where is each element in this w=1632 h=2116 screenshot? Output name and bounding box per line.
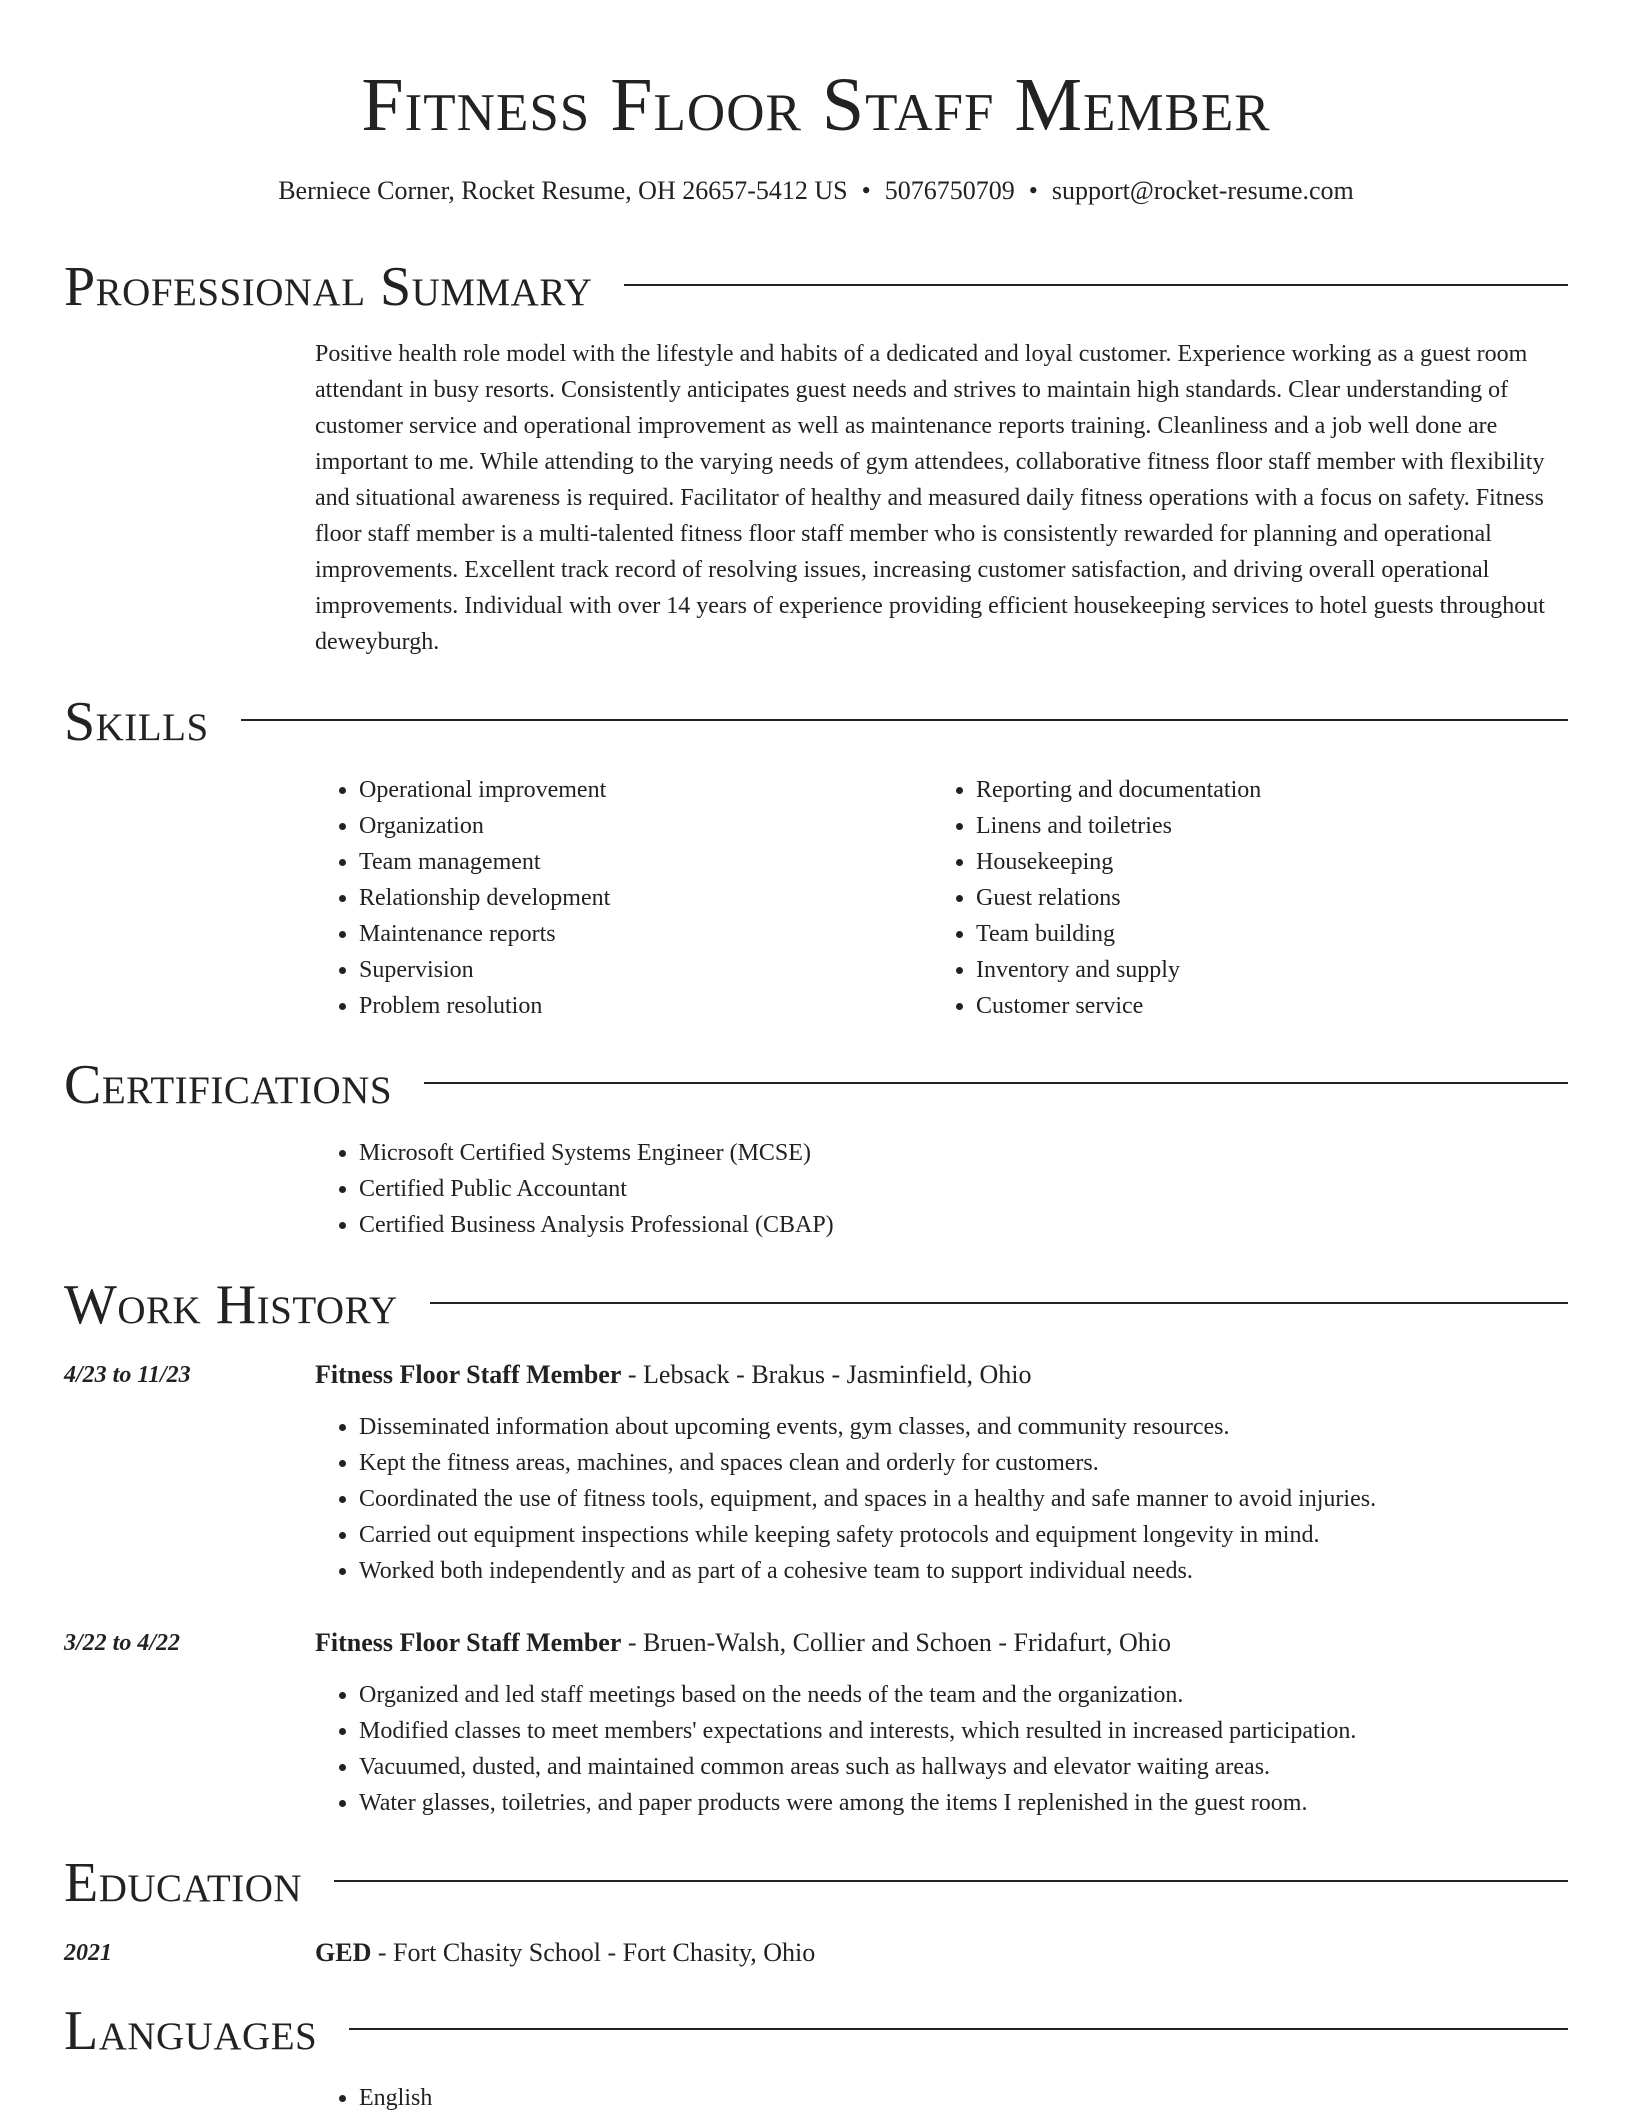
- education-degree: GED: [315, 1938, 372, 1967]
- list-item: • Team management: [359, 844, 915, 880]
- section-title-languages: Languages: [64, 2000, 318, 2062]
- list-item: • Relationship development: [359, 880, 915, 916]
- job-duties: [315, 1677, 1567, 1821]
- list-item: • Organization: [359, 808, 915, 844]
- job-details: - Lebsack - Brakus - Jasminfield, Ohio: [621, 1360, 1032, 1389]
- list-item: • Certified Business Analysis Professional (CBAP): [359, 1207, 1567, 1243]
- section-title-summary: Professional Summary: [64, 256, 593, 318]
- list-item: • Housekeeping: [976, 844, 1532, 880]
- section-title-education: Education: [64, 1852, 303, 1914]
- contact-line: [0, 174, 1632, 208]
- section-header-education: [64, 1851, 1568, 1915]
- list-item: • Operational improvement: [359, 772, 915, 808]
- job-dates: 4/23 to 11/23: [64, 1362, 191, 1388]
- certifications-list: [315, 1135, 1567, 1243]
- section-header-languages: [64, 1999, 1568, 2063]
- job-role: Fitness Floor Staff Member: [315, 1628, 622, 1657]
- list-item: • Disseminated information about upcoming events, gym classes, and community resources.: [359, 1409, 1567, 1445]
- education-year: 2021: [64, 1940, 112, 1966]
- section-header-certifications: [64, 1053, 1568, 1117]
- list-item: • Team building: [976, 916, 1532, 952]
- job-role: Fitness Floor Staff Member: [315, 1360, 622, 1389]
- section-divider: [349, 2028, 1568, 2030]
- list-item: • Maintenance reports: [359, 916, 915, 952]
- section-header-skills: [64, 690, 1568, 754]
- list-item: • Water glasses, toiletries, and paper products were among the items I replenished in the guest room.: [359, 1785, 1567, 1821]
- list-item: • Organized and led staff meetings based on the needs of the team and the organization.: [359, 1677, 1567, 1713]
- job-title-line: [315, 1625, 1171, 1661]
- languages-block: [315, 2080, 1567, 2116]
- job-title-line: [315, 1357, 1032, 1393]
- section-divider: [424, 1082, 1568, 1084]
- contact-separator: •: [1028, 176, 1038, 205]
- job-details: - Bruen-Walsh, Collier and Schoen - Fridafurt, Ohio: [621, 1628, 1171, 1657]
- list-item: • Worked both independently and as part of a cohesive team to support individual needs.: [359, 1553, 1567, 1589]
- job-duties: [315, 1409, 1567, 1589]
- list-item: • Guest relations: [976, 880, 1532, 916]
- list-item: • Kept the fitness areas, machines, and spaces clean and orderly for customers.: [359, 1445, 1567, 1481]
- list-item: • Carried out equipment inspections while keeping safety protocols and equipment longevity in mind.: [359, 1517, 1567, 1553]
- list-item: • Inventory and supply: [976, 952, 1532, 988]
- list-item: • Supervision: [359, 952, 915, 988]
- list-item: • English: [359, 2080, 1567, 2116]
- skills-list-left: [315, 772, 915, 1024]
- job-duties-list: [315, 1409, 1567, 1589]
- section-title-skills: Skills: [64, 691, 209, 753]
- section-divider: [624, 284, 1568, 286]
- list-item: • Customer service: [976, 988, 1532, 1024]
- list-item: • Microsoft Certified Systems Engineer (MCSE): [359, 1135, 1567, 1171]
- summary-text: Positive health role model with the lifestyle and habits of a dedicated and loyal customer. Experience working as a guest room attendant in busy resorts. Consistently anticipates guest needs and strives to maintain high standards. Clear understanding of customer service and operational improvement as well as maintenance reports training. Cleanliness and a job well done are important to me. While attending to the varying needs of gym attendees, collaborative fitness floor staff member with flexibility and situational awareness is required. Facilitator of healthy and measured daily fitness operations with a focus on safety. Fitness floor staff member is a multi-talented fitness floor staff member who is consistently rewarded for planning and operational improvements. Excellent track record of resolving issues, increasing customer satisfaction, and driving overall operational improvements. Individual with over 14 years of experience providing efficient housekeeping services to hotel guests throughout deweyburgh.: [315, 341, 1545, 655]
- list-item: • Problem resolution: [359, 988, 915, 1024]
- list-item: • Reporting and documentation: [976, 772, 1532, 808]
- list-item: • Certified Public Accountant: [359, 1171, 1567, 1207]
- list-item: • Modified classes to meet members' expectations and interests, which resulted in increased participation.: [359, 1713, 1567, 1749]
- education-line: [315, 1935, 815, 1971]
- contact-email: support@rocket-resume.com: [1051, 176, 1354, 205]
- job-duties-list: [315, 1677, 1567, 1821]
- list-item: • Vacuumed, dusted, and maintained common areas such as hallways and elevator waiting areas.: [359, 1749, 1567, 1785]
- job-dates: 3/22 to 4/22: [64, 1630, 181, 1656]
- list-item: • Linens and toiletries: [976, 808, 1532, 844]
- list-item: • Coordinated the use of fitness tools, equipment, and spaces in a healthy and safe manner to avoid injuries.: [359, 1481, 1567, 1517]
- section-header-work-history: [64, 1273, 1568, 1337]
- contact-separator: •: [861, 176, 871, 205]
- contact-address: Berniece Corner, Rocket Resume, OH 26657-5412 US: [278, 176, 848, 205]
- languages-list: [315, 2080, 1567, 2116]
- section-divider: [334, 1880, 1568, 1882]
- section-title-work-history: Work History: [64, 1274, 398, 1336]
- section-divider: [241, 719, 1568, 721]
- skills-column-left: [315, 772, 915, 1024]
- skills-list-right: [932, 772, 1532, 1024]
- education-details: - Fort Chasity School - Fort Chasity, Ohio: [371, 1938, 816, 1967]
- section-header-summary: [64, 255, 1568, 319]
- certifications-block: [315, 1135, 1567, 1243]
- contact-phone: 5076750709: [884, 176, 1015, 205]
- section-title-certifications: Certifications: [64, 1054, 393, 1116]
- page-title: Fitness Floor Staff Member: [361, 63, 1271, 147]
- skills-column-right: [932, 772, 1532, 1024]
- section-divider: [430, 1302, 1568, 1304]
